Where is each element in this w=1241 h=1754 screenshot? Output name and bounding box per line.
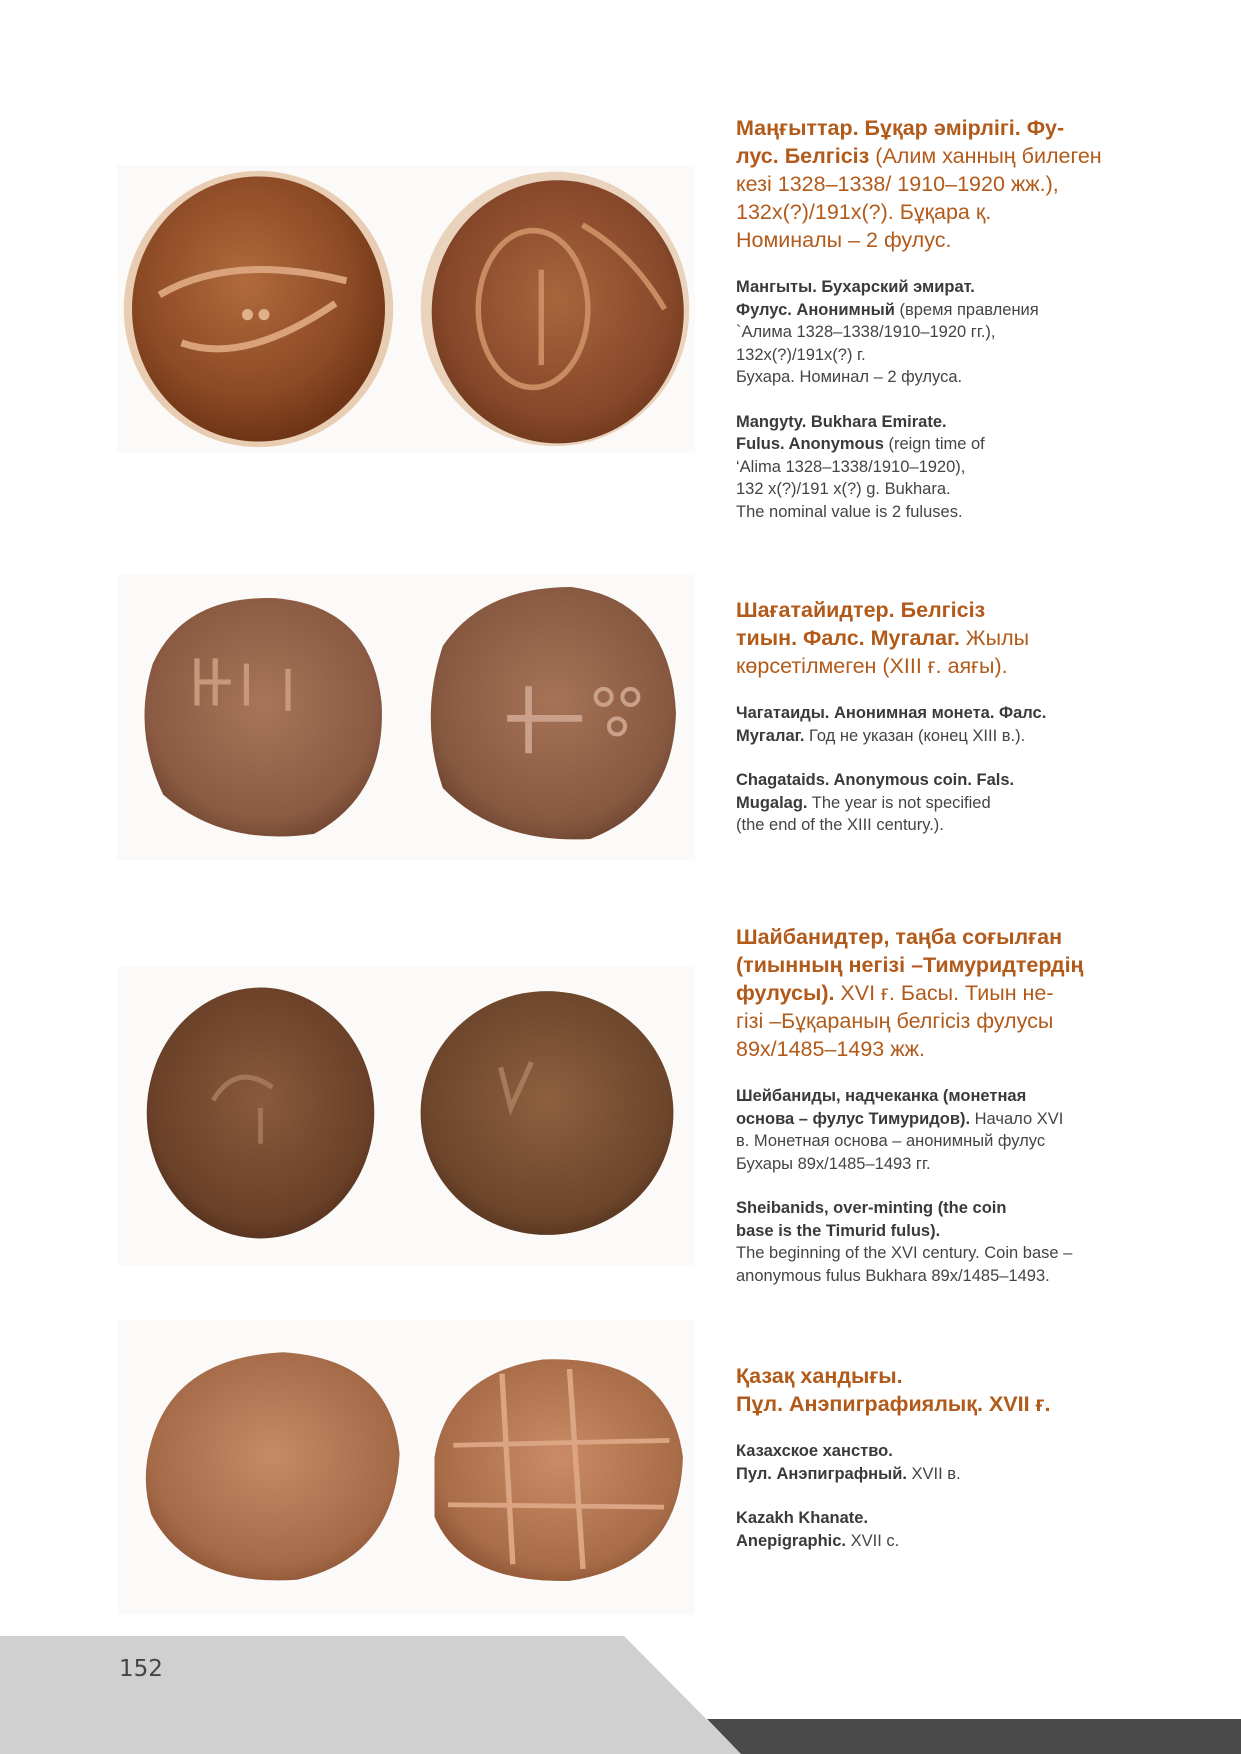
caption-bold-text: Mugalag. [736,793,808,812]
page-number: 152 [119,1656,163,1682]
coin-photo-2 [117,575,695,860]
caption-line [736,596,1176,624]
caption-line [736,321,1176,344]
entry-2 [736,596,1176,859]
entry-1 [736,114,1176,545]
caption-bold-text: Қазақ хандығы. [736,1364,903,1388]
coin-photo-1 [117,165,695,453]
caption-bold-text: Kazakh Khanate. [736,1509,869,1527]
caption-line [736,769,1176,792]
coin-photo-3 [117,967,695,1265]
caption-line [736,1530,1176,1553]
caption-line [736,725,1176,748]
caption-text: 132х(?)/191х(?) г. [736,345,866,364]
entry-2-russian [736,702,1176,747]
caption-line [736,411,1176,434]
coin-1-reverse [418,169,692,449]
caption-line [736,624,1176,652]
caption-text: XVII c. [846,1531,900,1550]
caption-line [736,1007,1176,1035]
caption-line [736,1242,1176,1265]
caption-line [736,114,1176,142]
entry-1-kazakh [736,114,1176,254]
caption-line [736,979,1176,1007]
caption-text: (reign time of [883,435,985,453]
caption-text: (Алим ханның билеген [869,144,1102,168]
caption-line [736,1130,1176,1153]
caption-line [736,478,1176,501]
entry-4 [736,1362,1176,1574]
caption-line [736,792,1176,815]
footer-band [0,1636,1241,1754]
entry-3-russian [736,1085,1176,1175]
entry-4-russian [736,1440,1176,1485]
caption-text: 132х(?)/191х(?). Бұқара қ. [736,200,992,224]
caption-text: көрсетілмеген (XIII ғ. аяғы). [736,654,1008,678]
coin-3-reverse [418,986,676,1240]
caption-text: The year is not specified [807,793,991,812]
caption-text: кезі 1328–1338/ 1910–1920 жж.), [736,172,1059,196]
caption-line [736,142,1176,170]
caption-bold-text: основа – фулус Тимуридов). [736,1109,971,1128]
caption-text: Бухара. Номинал – 2 фулуса. [736,368,963,386]
caption-text: Бухары 89х/1485–1493 гг. [736,1154,931,1173]
entry-2-english [736,769,1176,837]
caption-text: ‘Alima 1328–1338/1910–1920), [736,457,966,476]
caption-line [736,1265,1176,1288]
caption-bold-text: Fulus. Anonymous [736,435,884,453]
caption-line [736,344,1176,367]
entry-2-kazakh [736,596,1176,680]
entry-1-russian [736,276,1176,389]
caption-bold-text: Шейбаниды, надчеканка (монетная [736,1087,1027,1105]
caption-line [736,951,1176,979]
caption-text: `Алима 1328–1338/1910–1920 гг.), [736,323,996,341]
caption-line [736,923,1176,951]
caption-line [736,1220,1176,1243]
caption-text: Начало XVI [970,1109,1064,1128]
caption-line [736,1440,1176,1463]
coin-photo-4 [117,1320,695,1615]
caption-text: в. Монетная основа – анонимный фулус [736,1132,1046,1150]
caption-bold-text: Chagataids. Anonymous coin. Fals. [736,771,1015,789]
caption-line [736,433,1176,456]
caption-bold-text: Пұл. Анэпиграфиялық. XVII ғ. [736,1392,1051,1416]
caption-bold-text: Фулус. Анонимный [736,300,895,319]
caption-bold-text: Пул. Анэпиграфный. [736,1464,907,1483]
caption-line [736,1362,1176,1390]
caption-line [736,276,1176,299]
caption-line [736,299,1176,322]
caption-bold-text: Шайбанидтер, таңба соғылған [736,925,1063,949]
caption-line [736,1085,1176,1108]
caption-text: The nominal value is 2 fuluses. [736,502,963,521]
coin-2-obverse [132,585,392,847]
caption-bold-text: Mangyty. Bukhara Emirate. [736,412,947,431]
coin-3-obverse [142,985,379,1241]
caption-line [736,456,1176,479]
caption-line [736,366,1176,389]
caption-line [736,702,1176,725]
caption-text: (время правления [894,300,1039,319]
entry-3-kazakh [736,923,1176,1063]
caption-bold-text: фулусы). [736,981,835,1005]
caption-bold-text: Шағатайидтер. Белгісіз [736,598,986,622]
coin-2-reverse [416,579,684,847]
caption-line [736,1035,1176,1063]
caption-line [736,226,1176,254]
caption-line [736,1390,1176,1418]
coin-4-reverse [421,1350,691,1588]
caption-bold-text: Маңғыттар. Бұқар әмірлігі. Фу- [736,116,1065,140]
caption-bold-text: (тиынның негізі –Тимуридтердің [736,953,1084,977]
entry-4-english [736,1507,1176,1552]
caption-line [736,1108,1176,1131]
caption-text: The beginning of the XVI century. Coin base – [736,1244,1073,1262]
caption-bold-text: лус. Белгісіз [736,144,870,168]
caption-line [736,814,1176,837]
caption-line [736,1507,1176,1530]
coin-4-obverse [135,1345,405,1587]
caption-text: 132 x(?)/191 x(?) g. Bukhara. [736,480,951,498]
caption-text: anonymous fulus Bukhara 89x/1485–1493. [736,1266,1050,1285]
entry-3-english [736,1197,1176,1287]
caption-line [736,170,1176,198]
caption-bold-text: Мугалаг. [736,726,805,745]
caption-bold-text: Мангыты. Бухарский эмират. [736,278,975,296]
caption-line [736,652,1176,680]
caption-text: Год не указан (конец XIII в.). [804,726,1026,745]
entry-3 [736,923,1176,1309]
caption-bold-text: тиын. Фалс. Мугалаг. [736,626,960,650]
caption-line [736,1463,1176,1486]
caption-line [736,198,1176,226]
caption-line [736,501,1176,524]
caption-text: XVI ғ. Басы. Тиын не- [834,981,1054,1005]
caption-bold-text: base is the Timurid fulus). [736,1221,941,1240]
caption-text: Жылы [959,626,1030,650]
caption-text: XVII в. [906,1464,961,1483]
caption-text: гізі –Бұқараның белгісіз фулусы [736,1009,1054,1033]
caption-text: (the end of the XIII century.). [736,816,944,834]
caption-line [736,1197,1176,1220]
caption-bold-text: Anepigraphic. [736,1531,847,1550]
entry-4-kazakh [736,1362,1176,1418]
caption-line [736,1153,1176,1176]
coin-1-obverse [121,168,396,450]
caption-bold-text: Казахское ханство. [736,1442,893,1460]
caption-text: 89х/1485–1493 жж. [736,1037,925,1061]
caption-text: Номиналы – 2 фулус. [736,228,952,252]
caption-bold-text: Чагатаиды. Анонимная монета. Фалс. [736,704,1047,722]
entry-1-english [736,411,1176,524]
caption-bold-text: Sheibanids, over-minting (the coin [736,1199,1007,1217]
